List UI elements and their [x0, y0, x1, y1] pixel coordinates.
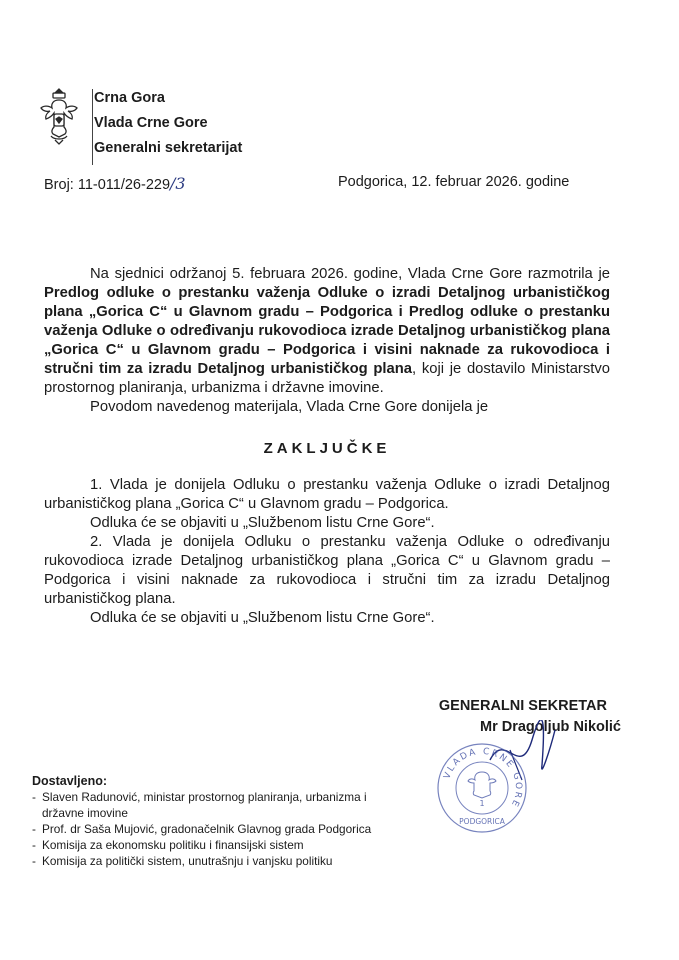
distribution-heading: Dostavljeno: — [32, 774, 108, 788]
paragraph-intro — [44, 265, 610, 398]
conclusions-heading: ZAKLJUČKE — [263, 440, 391, 457]
stamp-city: PODGORICA — [459, 817, 505, 826]
header-divider — [92, 89, 93, 165]
distribution-item: - Komisija za ekonomsku politiku i finansijski sistem — [32, 837, 372, 853]
paragraph-decision: Povodom navedenog materijala, Vlada Crne Gore donijela je — [90, 399, 489, 415]
intro-bold-text: Predlog odluke o prestanku važenja Odluke o izradi Detaljnog urbanističkog plana „Gorica C“ u Glavnom gradu – Podgorica i Predlog odluke o prestanku važenja Odluke o određivanju rukovodioca izrade Detaljnog urbanističkog plana „Gorica C“ u Glavnom gradu – Podgorica i visini naknade za rukovodioca i stručni tim za izradu Detaljnog urbanističkog plana — [44, 285, 610, 377]
document-body — [44, 265, 610, 628]
reference-number — [44, 174, 186, 193]
conclusion-1: 1. Vlada je donijela Odluku o prestanku važenja Odluke o izradi Detaljnog urbanističkog plana „Gorica C“ u Glavnom gradu – Podgorica. — [44, 477, 610, 512]
header-secretariat: Generalni sekretarijat — [94, 140, 243, 156]
intro-end-text: , koji je dostavilo Ministarstvo prostornog planiranja, urbanizma i državne imovine. — [44, 361, 610, 396]
distribution-item: - Prof. dr Saša Mujović, gradonačelnik Glavnog grada Podgorica — [32, 821, 372, 837]
conclusion-2: 2. Vlada je donijela Odluku o prestanku važenja Odluke o određivanju rukovodioca izrade Detaljnog urbanističkog plana „Gorica C“ u Glavnom gradu – Podgorica i visini naknade za rukovodioca i stručni tim za izradu Detaljnog urbanističkog plana. — [44, 534, 610, 607]
stamp-ring-text: VLADA CRNE GORE — [442, 746, 524, 810]
distribution-item: - Slaven Radunović, ministar prostornog planiranja, urbanizma i državne imovine — [32, 789, 372, 821]
coat-of-arms-icon — [37, 86, 81, 146]
header-government: Vlada Crne Gore — [94, 115, 208, 131]
stamp-number: 1 — [479, 799, 485, 808]
header-country: Crna Gora — [94, 90, 165, 106]
conclusion-2-publication: Odluka će se objaviti u „Službenom listu Crne Gore“. — [90, 610, 435, 626]
intro-text: Na sjednici održanoj 5. februara 2026. godine, Vlada Crne Gore razmotrila je — [90, 266, 610, 282]
official-stamp — [436, 742, 528, 834]
reference-number-handwritten: /3 — [170, 174, 186, 193]
place-date: Podgorica, 12. februar 2026. godine — [338, 174, 570, 190]
distribution-item: - Komisija za politički sistem, unutrašnju i vanjsku politiku — [32, 853, 372, 869]
distribution-list — [32, 773, 372, 869]
conclusion-1-publication: Odluka će se objaviti u „Službenom listu Crne Gore“. — [90, 515, 435, 531]
reference-number-text: Broj: 11-011/26-229 — [44, 177, 171, 193]
signature-title: GENERALNI SEKRETAR — [438, 698, 607, 714]
signature-name: Mr Dragoljub Nikolić — [480, 719, 621, 735]
